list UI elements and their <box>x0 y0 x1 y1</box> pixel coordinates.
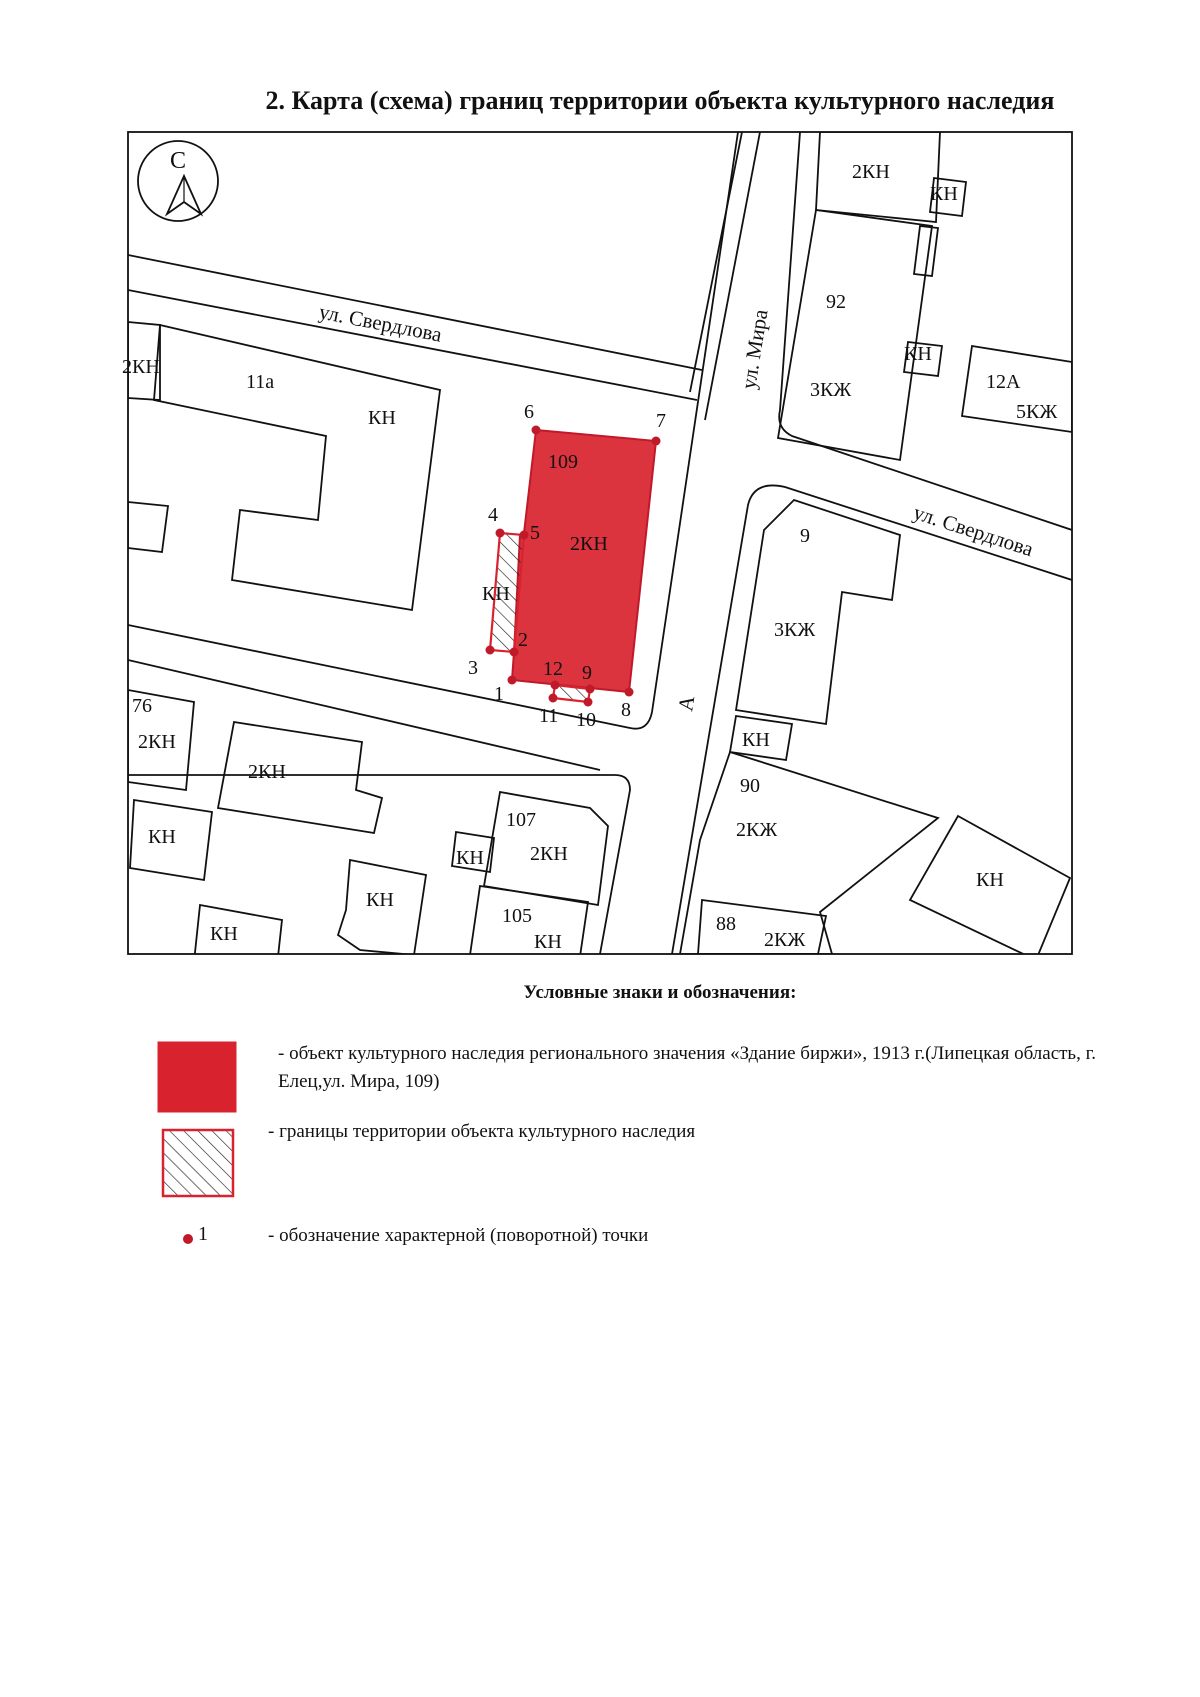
legend-object-swatch <box>158 1042 236 1112</box>
legend-border-swatch <box>163 1130 233 1196</box>
label-88: 88 <box>716 913 736 935</box>
label-kn-sw1: КН <box>148 826 176 848</box>
label-kn-hatch: КН <box>482 583 510 605</box>
point-marker-9 <box>586 685 595 694</box>
label-9: 9 <box>800 525 810 547</box>
north-label: С <box>169 148 187 174</box>
point-marker-11 <box>549 694 558 703</box>
point-marker-1 <box>508 676 517 685</box>
label-76-2kn: 2КН <box>138 731 176 753</box>
point-marker-10 <box>584 698 593 707</box>
label-2kn-nw: 2КН <box>122 356 160 378</box>
label-kn-se: КН <box>976 869 1004 891</box>
point-label-11: 11 <box>539 705 559 727</box>
label-9-3kzh: 3КЖ <box>774 619 816 641</box>
label-92-kn: КН <box>904 343 932 365</box>
legend-title: Условные знаки и обозначения: <box>523 982 797 1003</box>
label-90: 90 <box>740 775 760 797</box>
street-label-sverdlova-west: ул. Свердлова <box>317 299 444 347</box>
legend-border-text: - границы территории объекта культурного наследия <box>268 1121 696 1142</box>
label-105: 105 <box>502 905 532 927</box>
point-marker-7 <box>652 437 661 446</box>
point-label-8: 8 <box>621 699 631 721</box>
north-arrow <box>138 141 218 221</box>
label-109-2kn: 2КН <box>570 533 608 555</box>
point-label-9: 9 <box>582 662 592 684</box>
label-11a-kn: КН <box>368 407 396 429</box>
label-kn-e: КН <box>742 729 770 751</box>
point-label-10: 10 <box>576 709 596 731</box>
label-109: 109 <box>548 451 578 473</box>
label-107-2kn: 2КН <box>530 843 568 865</box>
point-label-3: 3 <box>468 657 478 679</box>
label-76: 76 <box>132 695 152 717</box>
legend-object-text: - объект культурного наследия регионального значения «Здание биржи», 1913 г.(Липецкая область, г. Елец,ул. Мира, 109) <box>278 1043 1097 1092</box>
point-label-1: 1 <box>494 683 504 705</box>
legend-point-dot <box>183 1234 193 1244</box>
legend-point-number: 1 <box>198 1223 208 1245</box>
point-marker-8 <box>625 688 634 697</box>
label-kn-sw3: КН <box>210 923 238 945</box>
point-label-2: 2 <box>518 629 528 651</box>
label-92-3kzh: 3КЖ <box>810 379 852 401</box>
map-title: 2. Карта (схема) границ территории объекта культурного наследия <box>265 86 1055 115</box>
point-marker-3 <box>486 646 495 655</box>
street-label-mira: ул. Мира <box>736 307 773 391</box>
label-12a-5kzh: 5КЖ <box>1016 401 1058 423</box>
legend-point-text: - обозначение характерной (поворотной) точки <box>268 1225 649 1246</box>
label-12a: 12А <box>986 371 1021 393</box>
point-label-4: 4 <box>488 504 498 526</box>
point-label-6: 6 <box>524 401 534 423</box>
label-90-2kzh: 2КЖ <box>736 819 778 841</box>
point-marker-12 <box>551 681 560 690</box>
point-label-5: 5 <box>530 522 540 544</box>
point-label-7: 7 <box>656 410 666 432</box>
street-label-sverdlova-east: ул. Свердлова <box>910 499 1037 562</box>
label-kn-small: КН <box>456 847 484 869</box>
label-107: 107 <box>506 809 536 831</box>
label-2kn-mid: 2КН <box>248 761 286 783</box>
label-11a: 11а <box>246 371 275 393</box>
point-label-12: 12 <box>543 658 563 680</box>
label-105-kn: КН <box>534 931 562 953</box>
label-kn-ne: КН <box>930 183 958 205</box>
point-marker-6 <box>532 426 541 435</box>
label-92: 92 <box>826 291 846 313</box>
point-marker-5 <box>520 531 529 540</box>
label-kn-sw2: КН <box>366 889 394 911</box>
label-2kn-ne: 2КН <box>852 161 890 183</box>
point-marker-4 <box>496 529 505 538</box>
street-label-a: А <box>673 694 700 713</box>
label-88-2kzh: 2КЖ <box>764 929 806 951</box>
